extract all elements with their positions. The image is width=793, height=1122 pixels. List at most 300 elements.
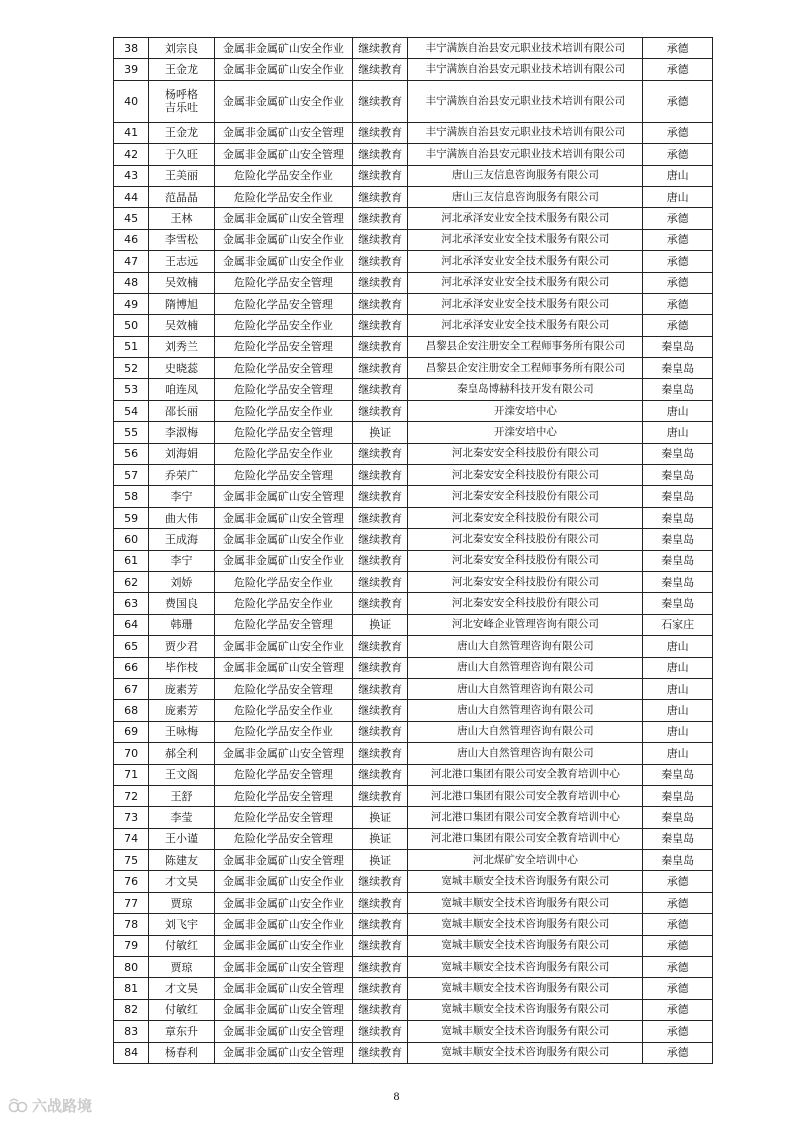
person-name-cell: 隋博旭	[149, 293, 215, 314]
person-name-cell: 邵长丽	[149, 400, 215, 421]
table-row	[114, 400, 713, 421]
training-category-cell: 危险化学品安全管理	[214, 828, 352, 849]
city-cell: 秦皇岛	[643, 529, 713, 550]
training-organization-cell: 河北港口集团有限公司安全教育培训中心	[408, 807, 643, 828]
table-row	[114, 657, 713, 678]
person-name-cell: 贾少君	[149, 636, 215, 657]
training-type-cell: 继续教育	[352, 957, 407, 978]
training-type-cell: 继续教育	[352, 700, 407, 721]
training-category-cell: 危险化学品安全管理	[214, 336, 352, 357]
city-cell: 承德	[643, 229, 713, 250]
city-cell: 承德	[643, 871, 713, 892]
training-organization-cell: 河北秦安安全科技股份有限公司	[408, 465, 643, 486]
table-row	[114, 678, 713, 699]
table-row	[114, 636, 713, 657]
training-type-cell: 继续教育	[352, 80, 407, 122]
person-name-cell: 毕作枝	[149, 657, 215, 678]
table-row	[114, 871, 713, 892]
training-category-cell: 金属非金属矿山安全管理	[214, 657, 352, 678]
training-organization-cell: 丰宁满族自治县安元职业技术培训有限公司	[408, 144, 643, 165]
training-organization-cell: 丰宁满族自治县安元职业技术培训有限公司	[408, 59, 643, 80]
training-organization-cell: 唐山大自然管理咨询有限公司	[408, 700, 643, 721]
table-row	[114, 144, 713, 165]
training-category-cell: 危险化学品安全作业	[214, 400, 352, 421]
city-cell: 承德	[643, 122, 713, 143]
training-type-cell: 继续教育	[352, 272, 407, 293]
city-cell: 承德	[643, 1021, 713, 1042]
row-number-cell: 63	[114, 593, 149, 614]
table-row	[114, 571, 713, 592]
training-type-cell: 继续教育	[352, 914, 407, 935]
city-cell: 石家庄	[643, 614, 713, 635]
training-category-cell: 危险化学品安全管理	[214, 422, 352, 443]
row-number-cell: 50	[114, 315, 149, 336]
training-type-cell: 继续教育	[352, 529, 407, 550]
row-number-cell: 61	[114, 550, 149, 571]
person-name-cell: 王美丽	[149, 165, 215, 186]
person-name-cell: 乔荣广	[149, 465, 215, 486]
row-number-cell: 73	[114, 807, 149, 828]
table-row	[114, 122, 713, 143]
training-category-cell: 危险化学品安全管理	[214, 272, 352, 293]
row-number-cell: 42	[114, 144, 149, 165]
row-number-cell: 60	[114, 529, 149, 550]
person-name-cell: 于久旺	[149, 144, 215, 165]
training-organization-cell: 河北承泽安业安全技术服务有限公司	[408, 251, 643, 272]
person-name-cell: 李雪松	[149, 229, 215, 250]
city-cell: 秦皇岛	[643, 465, 713, 486]
training-type-cell: 继续教育	[352, 336, 407, 357]
training-type-cell: 继续教育	[352, 999, 407, 1020]
training-type-cell: 继续教育	[352, 358, 407, 379]
person-name-cell: 付敏红	[149, 935, 215, 956]
person-name-cell: 贾琼	[149, 957, 215, 978]
row-number-cell: 72	[114, 785, 149, 806]
watermark-text: 六战路境	[32, 1097, 93, 1115]
city-cell: 秦皇岛	[643, 443, 713, 464]
training-organization-cell: 宽城丰顺安全技术咨询服务有限公司	[408, 935, 643, 956]
training-category-cell: 危险化学品安全管理	[214, 785, 352, 806]
training-category-cell: 金属非金属矿山安全管理	[214, 743, 352, 764]
person-name-cell: 曲大伟	[149, 507, 215, 528]
city-cell: 承德	[643, 272, 713, 293]
person-name-cell: 李莹	[149, 807, 215, 828]
row-number-cell: 40	[114, 80, 149, 122]
row-number-cell: 66	[114, 657, 149, 678]
table-row	[114, 850, 713, 871]
watermark	[8, 1095, 92, 1116]
row-number-cell: 59	[114, 507, 149, 528]
training-type-cell: 继续教育	[352, 293, 407, 314]
table-row	[114, 892, 713, 913]
training-category-cell: 金属非金属矿山安全作业	[214, 59, 352, 80]
table-row	[114, 999, 713, 1020]
training-type-cell: 继续教育	[352, 1021, 407, 1042]
city-cell: 承德	[643, 80, 713, 122]
training-type-cell: 继续教育	[352, 935, 407, 956]
row-number-cell: 48	[114, 272, 149, 293]
table-row	[114, 828, 713, 849]
person-name-cell: 咱连凤	[149, 379, 215, 400]
training-type-cell: 继续教育	[352, 400, 407, 421]
training-type-cell: 继续教育	[352, 507, 407, 528]
table-row	[114, 38, 713, 59]
training-category-cell: 金属非金属矿山安全管理	[214, 978, 352, 999]
table-row	[114, 807, 713, 828]
training-category-cell: 危险化学品安全管理	[214, 678, 352, 699]
training-type-cell: 继续教育	[352, 978, 407, 999]
training-organization-cell: 开滦安培中心	[408, 400, 643, 421]
training-organization-cell: 丰宁满族自治县安元职业技术培训有限公司	[408, 122, 643, 143]
training-category-cell: 金属非金属矿山安全作业	[214, 871, 352, 892]
row-number-cell: 78	[114, 914, 149, 935]
training-type-cell: 继续教育	[352, 636, 407, 657]
table-row	[114, 743, 713, 764]
person-name-cell: 王金龙	[149, 122, 215, 143]
training-type-cell: 继续教育	[352, 443, 407, 464]
person-name-cell: 史晓蕊	[149, 358, 215, 379]
row-number-cell: 71	[114, 764, 149, 785]
row-number-cell: 70	[114, 743, 149, 764]
training-category-cell: 金属非金属矿山安全管理	[214, 1042, 352, 1063]
person-name-cell: 李宁	[149, 486, 215, 507]
city-cell: 承德	[643, 935, 713, 956]
row-number-cell: 55	[114, 422, 149, 443]
row-number-cell: 75	[114, 850, 149, 871]
training-organization-cell: 秦皇岛博赫科技开发有限公司	[408, 379, 643, 400]
training-organization-cell: 宽城丰顺安全技术咨询服务有限公司	[408, 1021, 643, 1042]
training-type-cell: 继续教育	[352, 486, 407, 507]
table-row	[114, 422, 713, 443]
training-category-cell: 金属非金属矿山安全作业	[214, 529, 352, 550]
city-cell: 承德	[643, 978, 713, 999]
training-organization-cell: 唐山大自然管理咨询有限公司	[408, 657, 643, 678]
person-name-cell: 王志远	[149, 251, 215, 272]
training-type-cell: 继续教育	[352, 593, 407, 614]
training-category-cell: 危险化学品安全管理	[214, 293, 352, 314]
person-name-cell: 贾琼	[149, 892, 215, 913]
row-number-cell: 65	[114, 636, 149, 657]
row-number-cell: 39	[114, 59, 149, 80]
training-type-cell: 继续教育	[352, 550, 407, 571]
training-category-cell: 危险化学品安全管理	[214, 379, 352, 400]
training-category-cell: 金属非金属矿山安全管理	[214, 850, 352, 871]
training-organization-cell: 河北承泽安业安全技术服务有限公司	[408, 208, 643, 229]
table-row	[114, 507, 713, 528]
city-cell: 唐山	[643, 657, 713, 678]
training-category-cell: 危险化学品安全作业	[214, 186, 352, 207]
training-organization-cell: 河北秦安安全科技股份有限公司	[408, 550, 643, 571]
table-row	[114, 336, 713, 357]
person-name-cell: 王文阁	[149, 764, 215, 785]
city-cell: 秦皇岛	[643, 850, 713, 871]
city-cell: 秦皇岛	[643, 785, 713, 806]
city-cell: 秦皇岛	[643, 379, 713, 400]
training-category-cell: 金属非金属矿山安全作业	[214, 892, 352, 913]
training-category-cell: 金属非金属矿山安全作业	[214, 80, 352, 122]
table-row	[114, 465, 713, 486]
training-category-cell: 金属非金属矿山安全管理	[214, 144, 352, 165]
training-type-cell: 继续教育	[352, 38, 407, 59]
training-type-cell: 继续教育	[352, 379, 407, 400]
training-organization-cell: 河北港口集团有限公司安全教育培训中心	[408, 785, 643, 806]
row-number-cell: 77	[114, 892, 149, 913]
city-cell: 唐山	[643, 678, 713, 699]
table-row	[114, 272, 713, 293]
table-row	[114, 486, 713, 507]
person-name-cell: 杨春利	[149, 1042, 215, 1063]
training-organization-cell: 唐山大自然管理咨询有限公司	[408, 721, 643, 742]
roster-table	[113, 37, 713, 1064]
row-number-cell: 49	[114, 293, 149, 314]
training-organization-cell: 河北承泽安业安全技术服务有限公司	[408, 229, 643, 250]
person-name-cell: 李淑梅	[149, 422, 215, 443]
row-number-cell: 44	[114, 186, 149, 207]
table-row	[114, 165, 713, 186]
person-name-cell: 韩珊	[149, 614, 215, 635]
person-name-cell	[149, 80, 215, 122]
person-name-cell: 王小谨	[149, 828, 215, 849]
training-category-cell: 金属非金属矿山安全作业	[214, 914, 352, 935]
row-number-cell: 56	[114, 443, 149, 464]
training-category-cell: 金属非金属矿山安全管理	[214, 1021, 352, 1042]
row-number-cell: 47	[114, 251, 149, 272]
person-name-cell: 吴效楠	[149, 315, 215, 336]
training-category-cell: 金属非金属矿山安全作业	[214, 251, 352, 272]
training-type-cell: 换证	[352, 807, 407, 828]
training-type-cell: 继续教育	[352, 208, 407, 229]
table-row	[114, 529, 713, 550]
roster-table-body	[114, 38, 713, 1064]
table-row	[114, 721, 713, 742]
training-type-cell: 继续教育	[352, 1042, 407, 1063]
training-organization-cell: 唐山大自然管理咨询有限公司	[408, 636, 643, 657]
city-cell: 秦皇岛	[643, 828, 713, 849]
table-row	[114, 914, 713, 935]
name-line: 杨呼格	[165, 88, 199, 102]
table-row	[114, 315, 713, 336]
row-number-cell: 68	[114, 700, 149, 721]
training-category-cell: 危险化学品安全作业	[214, 721, 352, 742]
table-row	[114, 785, 713, 806]
training-category-cell: 危险化学品安全管理	[214, 807, 352, 828]
person-name-cell: 吴效楠	[149, 272, 215, 293]
person-name-cell: 才文昊	[149, 871, 215, 892]
city-cell: 承德	[643, 208, 713, 229]
name-line: 吉乐吐	[165, 101, 199, 115]
row-number-cell: 57	[114, 465, 149, 486]
city-cell: 秦皇岛	[643, 571, 713, 592]
training-type-cell: 继续教育	[352, 871, 407, 892]
table-row	[114, 379, 713, 400]
city-cell: 唐山	[643, 700, 713, 721]
training-organization-cell: 河北秦安安全科技股份有限公司	[408, 443, 643, 464]
city-cell: 秦皇岛	[643, 550, 713, 571]
training-type-cell: 换证	[352, 828, 407, 849]
training-organization-cell: 河北承泽安业安全技术服务有限公司	[408, 272, 643, 293]
row-number-cell: 54	[114, 400, 149, 421]
city-cell: 承德	[643, 1042, 713, 1063]
training-category-cell: 金属非金属矿山安全作业	[214, 935, 352, 956]
training-organization-cell: 丰宁满族自治县安元职业技术培训有限公司	[408, 80, 643, 122]
row-number-cell: 74	[114, 828, 149, 849]
person-name-cell: 李宁	[149, 550, 215, 571]
training-type-cell: 继续教育	[352, 122, 407, 143]
camera-logo-icon	[8, 1098, 28, 1114]
city-cell: 承德	[643, 293, 713, 314]
training-type-cell: 继续教育	[352, 743, 407, 764]
training-type-cell: 换证	[352, 422, 407, 443]
city-cell: 秦皇岛	[643, 807, 713, 828]
row-number-cell: 67	[114, 678, 149, 699]
city-cell: 承德	[643, 892, 713, 913]
row-number-cell: 81	[114, 978, 149, 999]
training-category-cell: 金属非金属矿山安全管理	[214, 122, 352, 143]
training-type-cell: 换证	[352, 614, 407, 635]
training-organization-cell: 丰宁满族自治县安元职业技术培训有限公司	[408, 38, 643, 59]
training-organization-cell: 唐山三友信息咨询服务有限公司	[408, 165, 643, 186]
row-number-cell: 79	[114, 935, 149, 956]
row-number-cell: 82	[114, 999, 149, 1020]
table-row	[114, 935, 713, 956]
training-category-cell: 金属非金属矿山安全作业	[214, 550, 352, 571]
table-row	[114, 358, 713, 379]
training-organization-cell: 河北煤矿安全培训中心	[408, 850, 643, 871]
training-organization-cell: 宽城丰顺安全技术咨询服务有限公司	[408, 978, 643, 999]
person-name-cell: 费国良	[149, 593, 215, 614]
training-type-cell: 继续教育	[352, 315, 407, 336]
city-cell: 秦皇岛	[643, 358, 713, 379]
training-organization-cell: 河北秦安安全科技股份有限公司	[408, 529, 643, 550]
row-number-cell: 41	[114, 122, 149, 143]
city-cell: 承德	[643, 144, 713, 165]
person-name-cell: 刘宗良	[149, 38, 215, 59]
person-name-cell: 王咏梅	[149, 721, 215, 742]
training-organization-cell: 河北秦安安全科技股份有限公司	[408, 507, 643, 528]
row-number-cell: 58	[114, 486, 149, 507]
person-name-cell: 王成海	[149, 529, 215, 550]
training-category-cell: 金属非金属矿山安全管理	[214, 208, 352, 229]
person-name-cell: 刘飞宇	[149, 914, 215, 935]
table-row	[114, 59, 713, 80]
row-number-cell: 83	[114, 1021, 149, 1042]
person-name-cell: 郝全利	[149, 743, 215, 764]
training-type-cell: 继续教育	[352, 229, 407, 250]
training-organization-cell: 河北承泽安业安全技术服务有限公司	[408, 315, 643, 336]
person-name-cell: 刘海娟	[149, 443, 215, 464]
training-type-cell: 继续教育	[352, 785, 407, 806]
training-category-cell: 危险化学品安全作业	[214, 315, 352, 336]
training-organization-cell: 宽城丰顺安全技术咨询服务有限公司	[408, 957, 643, 978]
row-number-cell: 43	[114, 165, 149, 186]
row-number-cell: 84	[114, 1042, 149, 1063]
person-name-cell: 范晶晶	[149, 186, 215, 207]
training-type-cell: 继续教育	[352, 657, 407, 678]
table-row	[114, 443, 713, 464]
training-organization-cell: 宽城丰顺安全技术咨询服务有限公司	[408, 871, 643, 892]
table-row	[114, 764, 713, 785]
row-number-cell: 52	[114, 358, 149, 379]
person-name-cell: 刘秀兰	[149, 336, 215, 357]
city-cell: 承德	[643, 315, 713, 336]
city-cell: 秦皇岛	[643, 593, 713, 614]
training-category-cell: 金属非金属矿山安全管理	[214, 507, 352, 528]
training-type-cell: 换证	[352, 850, 407, 871]
training-category-cell: 危险化学品安全管理	[214, 358, 352, 379]
training-organization-cell: 河北承泽安业安全技术服务有限公司	[408, 293, 643, 314]
training-organization-cell: 昌黎县企安注册安全工程师事务所有限公司	[408, 336, 643, 357]
row-number-cell: 51	[114, 336, 149, 357]
training-category-cell: 金属非金属矿山安全作业	[214, 229, 352, 250]
city-cell: 唐山	[643, 721, 713, 742]
table-row	[114, 957, 713, 978]
city-cell: 承德	[643, 999, 713, 1020]
table-row	[114, 1021, 713, 1042]
person-name-cell: 陈建友	[149, 850, 215, 871]
table-row	[114, 614, 713, 635]
page-number: 8	[393, 1089, 400, 1103]
person-name-cell: 付敏红	[149, 999, 215, 1020]
training-type-cell: 继续教育	[352, 59, 407, 80]
training-category-cell: 危险化学品安全管理	[214, 614, 352, 635]
person-name-cell: 刘娇	[149, 571, 215, 592]
training-organization-cell: 宽城丰顺安全技术咨询服务有限公司	[408, 1042, 643, 1063]
city-cell: 承德	[643, 251, 713, 272]
person-name-cell: 庞素芳	[149, 700, 215, 721]
training-type-cell: 继续教育	[352, 465, 407, 486]
city-cell: 承德	[643, 914, 713, 935]
city-cell: 秦皇岛	[643, 764, 713, 785]
training-type-cell: 继续教育	[352, 165, 407, 186]
city-cell: 唐山	[643, 400, 713, 421]
training-organization-cell: 宽城丰顺安全技术咨询服务有限公司	[408, 892, 643, 913]
city-cell: 承德	[643, 38, 713, 59]
training-organization-cell: 河北秦安安全科技股份有限公司	[408, 593, 643, 614]
training-category-cell: 危险化学品安全作业	[214, 165, 352, 186]
training-type-cell: 继续教育	[352, 721, 407, 742]
city-cell: 承德	[643, 957, 713, 978]
training-category-cell: 危险化学品安全作业	[214, 700, 352, 721]
training-organization-cell: 唐山大自然管理咨询有限公司	[408, 678, 643, 699]
person-name-cell: 章东升	[149, 1021, 215, 1042]
training-category-cell: 金属非金属矿山安全管理	[214, 486, 352, 507]
table-row	[114, 80, 713, 122]
table-row	[114, 208, 713, 229]
training-organization-cell: 唐山大自然管理咨询有限公司	[408, 743, 643, 764]
city-cell: 唐山	[643, 636, 713, 657]
training-organization-cell: 河北港口集团有限公司安全教育培训中心	[408, 764, 643, 785]
person-name-cell: 庞素芳	[149, 678, 215, 699]
table-row	[114, 700, 713, 721]
city-cell: 秦皇岛	[643, 507, 713, 528]
person-name-cell: 王金龙	[149, 59, 215, 80]
training-category-cell: 危险化学品安全作业	[214, 571, 352, 592]
training-type-cell: 继续教育	[352, 251, 407, 272]
person-name-cell: 王舒	[149, 785, 215, 806]
training-category-cell: 金属非金属矿山安全作业	[214, 636, 352, 657]
person-name-cell: 才文昊	[149, 978, 215, 999]
training-organization-cell: 河北秦安安全科技股份有限公司	[408, 571, 643, 592]
training-organization-cell: 唐山三友信息咨询服务有限公司	[408, 186, 643, 207]
training-category-cell: 金属非金属矿山安全管理	[214, 957, 352, 978]
row-number-cell: 46	[114, 229, 149, 250]
row-number-cell: 76	[114, 871, 149, 892]
table-row	[114, 293, 713, 314]
training-organization-cell: 河北安峰企业管理咨询有限公司	[408, 614, 643, 635]
table-row	[114, 593, 713, 614]
table-row	[114, 978, 713, 999]
training-type-cell: 继续教育	[352, 892, 407, 913]
